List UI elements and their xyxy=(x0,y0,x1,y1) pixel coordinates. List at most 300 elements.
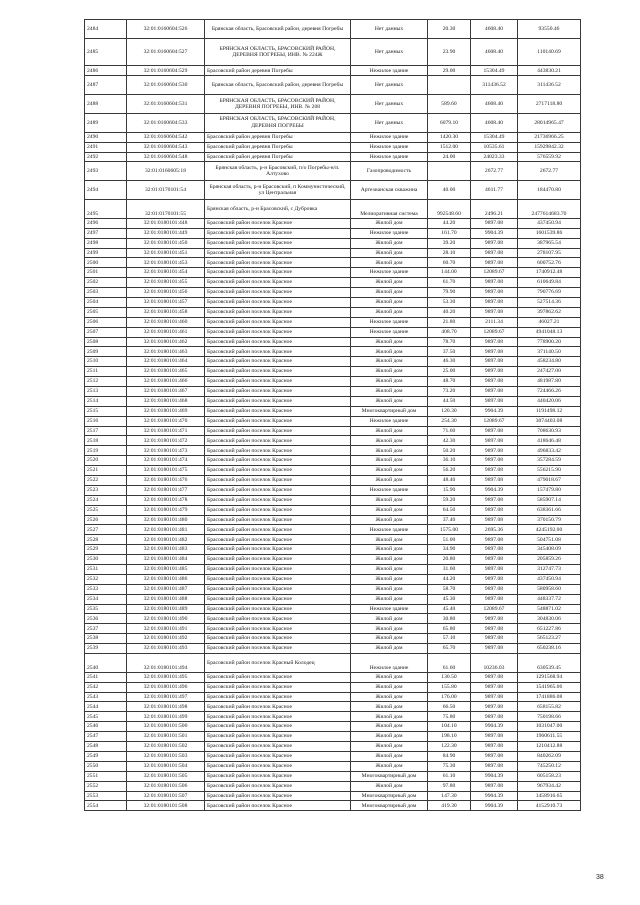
table-row xyxy=(85,644,581,654)
cell-area: 992548.60 xyxy=(428,200,471,219)
cell-cadastral-value: 630539.45 xyxy=(518,654,581,673)
cell-row-number: 2501 xyxy=(85,268,127,278)
table-row xyxy=(85,712,581,722)
cell-cadastral-value: 576559.92 xyxy=(518,152,581,162)
cell-row-number: 2535 xyxy=(85,604,127,614)
cell-specific-value: 9897.08 xyxy=(471,466,518,476)
cell-address: Брасовский район поселок Красное xyxy=(205,357,351,367)
cell-cadastral-number: 32:01:0180101:465 xyxy=(127,367,205,377)
cell-object-type: Жилой дом xyxy=(351,702,428,712)
cell-area: 65.80 xyxy=(428,624,471,634)
cell-cadastral-value: 840262.09 xyxy=(518,751,581,761)
cell-area: 198.10 xyxy=(428,732,471,742)
cell-cadastral-number: 32:01:0180101:506 xyxy=(127,781,205,791)
table-row xyxy=(85,288,581,298)
cell-cadastral-number: 32:01:0180101:508 xyxy=(127,801,205,811)
cell-cadastral-value: 312747.73 xyxy=(518,565,581,575)
cell-object-type: Жилой дом xyxy=(351,535,428,545)
cell-area: 176.00 xyxy=(428,692,471,702)
cell-cadastral-value: 1740912.48 xyxy=(518,268,581,278)
cell-cadastral-number: 32:01:0170101:54 xyxy=(127,181,205,200)
cell-address: Брасовский район поселок Красное xyxy=(205,238,351,248)
cell-area: 79.90 xyxy=(428,288,471,298)
cell-cadastral-value: 4245192.00 xyxy=(518,525,581,535)
cell-area: 120.30 xyxy=(428,406,471,416)
cell-row-number: 2494 xyxy=(85,181,127,200)
table-row xyxy=(85,495,581,505)
cell-cadastral-number: 32:01:0180101:458 xyxy=(127,307,205,317)
cell-area: 59.20 xyxy=(428,495,471,505)
cell-address: Брасовский район поселок Красное xyxy=(205,525,351,535)
cell-row-number: 2525 xyxy=(85,505,127,515)
table-row xyxy=(85,297,581,307)
cell-row-number: 2524 xyxy=(85,495,127,505)
cell-object-type: Жилой дом xyxy=(351,692,428,702)
cell-cadastral-value: 650238.16 xyxy=(518,644,581,654)
cell-row-number: 2517 xyxy=(85,426,127,436)
cell-object-type: Нежилое здание xyxy=(351,317,428,327)
cell-area xyxy=(428,76,471,95)
cell-cadastral-value: 1960611.55 xyxy=(518,732,581,742)
cell-cadastral-value: 93550.46 xyxy=(518,20,581,39)
cell-object-type: Нежилое здание xyxy=(351,142,428,152)
cell-area: 37.50 xyxy=(428,347,471,357)
cell-specific-value: 9904.39 xyxy=(471,791,518,801)
cell-cadastral-number: 32:01:0180101:469 xyxy=(127,406,205,416)
cell-specific-value: 9897.08 xyxy=(471,426,518,436)
cell-object-type: Жилой дом xyxy=(351,574,428,584)
cell-address: Брасовский район поселок Красное xyxy=(205,604,351,614)
cell-object-type: Жилой дом xyxy=(351,495,428,505)
cell-cadastral-number: 32:01:0180101:478 xyxy=(127,495,205,505)
cell-cadastral-number: 32:01:0180101:494 xyxy=(127,654,205,673)
cell-cadastral-number: 32:01:0160604:543 xyxy=(127,142,205,152)
table-row xyxy=(85,367,581,377)
cell-cadastral-value: 548871.02 xyxy=(518,604,581,614)
table-row xyxy=(85,416,581,426)
cell-specific-value: 9897.08 xyxy=(471,337,518,347)
cell-cadastral-value: 527514.36 xyxy=(518,297,581,307)
cell-cadastral-value: 357284.59 xyxy=(518,456,581,466)
cell-row-number: 2492 xyxy=(85,152,127,162)
cell-cadastral-value: 504751.08 xyxy=(518,535,581,545)
cell-object-type: Нежилое здание xyxy=(351,228,428,238)
cell-specific-value: 12089.67 xyxy=(471,416,518,426)
cell-row-number: 2512 xyxy=(85,377,127,387)
cell-specific-value: 9897.08 xyxy=(471,644,518,654)
cell-specific-value: 9897.08 xyxy=(471,436,518,446)
cell-address: Брянская область, Брасовский район, деревня Погребы xyxy=(205,76,351,95)
cell-object-type: Многоквартирный дом xyxy=(351,406,428,416)
cell-address: Брасовский район поселок Красное xyxy=(205,485,351,495)
cell-row-number: 2490 xyxy=(85,132,127,142)
cell-area: 104.10 xyxy=(428,722,471,732)
cell-address: Брасовский район поселок Красное xyxy=(205,466,351,476)
cell-area: 73.20 xyxy=(428,386,471,396)
cell-specific-value: 9897.08 xyxy=(471,574,518,584)
cell-cadastral-number: 32:01:0180101:455 xyxy=(127,278,205,288)
cell-specific-value: 9897.08 xyxy=(471,218,518,228)
cell-specific-value: 9897.08 xyxy=(471,555,518,565)
cell-specific-value: 9897.08 xyxy=(471,761,518,771)
cell-address: Брасовский район поселок Красное xyxy=(205,396,351,406)
table-row xyxy=(85,485,581,495)
cell-object-type: Жилой дом xyxy=(351,781,428,791)
cell-cadastral-value: 205859.26 xyxy=(518,555,581,565)
cell-row-number: 2513 xyxy=(85,386,127,396)
cell-cadastral-number: 32:01:0160604:526 xyxy=(127,20,205,39)
cell-area: 65.70 xyxy=(428,644,471,654)
cell-specific-value: 10535.61 xyxy=(471,142,518,152)
cell-address: Брянская область, р-н Брасовский, п/о Погребы-н/п. Алтухово xyxy=(205,162,351,181)
cell-row-number: 2507 xyxy=(85,327,127,337)
table-row xyxy=(85,751,581,761)
cell-cadastral-value: 651227.86 xyxy=(518,624,581,634)
table-row xyxy=(85,436,581,446)
table-row xyxy=(85,327,581,337)
table-row xyxy=(85,200,581,219)
cell-cadastral-number: 32:01:0180101:457 xyxy=(127,297,205,307)
table-row xyxy=(85,672,581,682)
cell-area: 408.70 xyxy=(428,327,471,337)
cell-address: Брасовский район поселок Красное xyxy=(205,565,351,575)
cell-cadastral-value: 1191498.12 xyxy=(518,406,581,416)
cell-area: 45.30 xyxy=(428,594,471,604)
cell-object-type: Жилой дом xyxy=(351,624,428,634)
cell-object-type: Жилой дом xyxy=(351,367,428,377)
cell-specific-value: 12089.67 xyxy=(471,268,518,278)
table-row xyxy=(85,337,581,347)
table-row xyxy=(85,732,581,742)
table-row xyxy=(85,377,581,387)
cell-object-type: Жилой дом xyxy=(351,614,428,624)
cell-cadastral-number: 32:01:0180101:495 xyxy=(127,672,205,682)
cell-cadastral-number: 32:01:0180101:503 xyxy=(127,751,205,761)
cell-cadastral-number: 32:01:0180101:467 xyxy=(127,386,205,396)
cell-area: 44.20 xyxy=(428,218,471,228)
table-body xyxy=(85,20,581,811)
cell-row-number: 2542 xyxy=(85,682,127,692)
cell-row-number: 2488 xyxy=(85,95,127,114)
cell-specific-value: 9897.08 xyxy=(471,634,518,644)
cell-object-type: Нежилое здание xyxy=(351,485,428,495)
cell-area: 419.30 xyxy=(428,801,471,811)
cell-cadastral-value: 3074403.08 xyxy=(518,416,581,426)
cell-address: Брасовский район поселок Красное xyxy=(205,624,351,634)
cell-area: 48.70 xyxy=(428,377,471,387)
table-row xyxy=(85,38,581,66)
table-row xyxy=(85,142,581,152)
cell-row-number: 2518 xyxy=(85,436,127,446)
cell-cadastral-value: 565123.27 xyxy=(518,634,581,644)
cell-cadastral-value: 157479.80 xyxy=(518,485,581,495)
cell-specific-value: 9897.08 xyxy=(471,446,518,456)
cell-address: Брасовский район поселок Красное xyxy=(205,446,351,456)
cell-area: 97.80 xyxy=(428,781,471,791)
cell-area: 254.30 xyxy=(428,416,471,426)
cell-cadastral-number: 32:01:0160605:18 xyxy=(127,162,205,181)
cell-object-type: Жилой дом xyxy=(351,426,428,436)
cell-object-type: Жилой дом xyxy=(351,742,428,752)
cell-row-number: 2554 xyxy=(85,801,127,811)
cell-area: 44.50 xyxy=(428,396,471,406)
cell-address: Брасовский район поселок Красное xyxy=(205,555,351,565)
cell-object-type: Жилой дом xyxy=(351,307,428,317)
cell-area xyxy=(428,162,471,181)
cell-cadastral-value: 1601539.86 xyxy=(518,228,581,238)
cell-address: Брасовский район поселок Красное xyxy=(205,644,351,654)
cell-cadastral-number: 32:01:0180101:474 xyxy=(127,456,205,466)
table-row xyxy=(85,248,581,258)
cell-address: Брасовский район поселок Красное xyxy=(205,682,351,692)
cell-cadastral-value: 304830.06 xyxy=(518,614,581,624)
cell-cadastral-number: 32:01:0160604:542 xyxy=(127,132,205,142)
cell-cadastral-value: 2477614683.70 xyxy=(518,200,581,219)
table-row xyxy=(85,66,581,76)
table-row xyxy=(85,132,581,142)
cell-cadastral-value: 1031047.00 xyxy=(518,722,581,732)
cell-object-type: Нежилое здание xyxy=(351,416,428,426)
table-row xyxy=(85,95,581,114)
cell-specific-value: 9897.08 xyxy=(471,742,518,752)
cell-area: 78.70 xyxy=(428,337,471,347)
cell-address: Брасовский район поселок Красное xyxy=(205,475,351,485)
table-row xyxy=(85,742,581,752)
table-row xyxy=(85,181,581,200)
cell-object-type: Многоквартирный дом xyxy=(351,801,428,811)
cell-object-type: Жилой дом xyxy=(351,278,428,288)
cell-object-type: Нежилое здание xyxy=(351,66,428,76)
table-row xyxy=(85,426,581,436)
cell-specific-value: 9897.08 xyxy=(471,692,518,702)
cell-address: Брасовский район поселок Красное xyxy=(205,367,351,377)
cell-specific-value: 4608.40 xyxy=(471,38,518,66)
table-row xyxy=(85,406,581,416)
cell-specific-value: 9897.08 xyxy=(471,505,518,515)
cell-area: 51.00 xyxy=(428,535,471,545)
cell-object-type: Нежилое здание xyxy=(351,327,428,337)
cell-area: 24.00 xyxy=(428,152,471,162)
cell-cadastral-number: 32:01:0180101:498 xyxy=(127,702,205,712)
cell-cadastral-number: 32:01:0180101:504 xyxy=(127,761,205,771)
cell-row-number: 2500 xyxy=(85,258,127,268)
cell-cadastral-number: 32:01:0180101:492 xyxy=(127,634,205,644)
cell-area: 48.40 xyxy=(428,475,471,485)
cell-cadastral-value: 437450.94 xyxy=(518,218,581,228)
table-row xyxy=(85,722,581,732)
cell-cadastral-number: 32:01:0160604:529 xyxy=(127,66,205,76)
cell-specific-value: 9904.39 xyxy=(471,485,518,495)
cell-address: Брасовский район поселок Красное xyxy=(205,495,351,505)
cell-address: Брасовский район поселок Красное xyxy=(205,545,351,555)
cell-cadastral-number: 32:01:0180101:470 xyxy=(127,416,205,426)
cell-cadastral-number: 32:01:0180101:482 xyxy=(127,535,205,545)
cell-cadastral-value: 496833.42 xyxy=(518,446,581,456)
cell-address: Брасовский район поселок Красное xyxy=(205,258,351,268)
cell-specific-value: 9897.08 xyxy=(471,535,518,545)
cell-specific-value: 9897.08 xyxy=(471,475,518,485)
cell-object-type: Нежилое здание xyxy=(351,604,428,614)
cell-object-type: Нет данных xyxy=(351,113,428,132)
cell-address: Брасовский район поселок Красное xyxy=(205,426,351,436)
cell-specific-value: 9897.08 xyxy=(471,258,518,268)
cell-row-number: 2519 xyxy=(85,446,127,456)
cell-cadastral-number: 32:01:0180101:490 xyxy=(127,614,205,624)
cell-cadastral-value: 481987.80 xyxy=(518,377,581,387)
cell-object-type: Жилой дом xyxy=(351,594,428,604)
cell-object-type: Жилой дом xyxy=(351,347,428,357)
cell-object-type: Жилой дом xyxy=(351,288,428,298)
cell-cadastral-value: 708630.93 xyxy=(518,426,581,436)
cell-cadastral-value: 4152910.73 xyxy=(518,801,581,811)
table-row xyxy=(85,791,581,801)
cell-specific-value: 9897.08 xyxy=(471,386,518,396)
cell-cadastral-value: 110140.69 xyxy=(518,38,581,66)
cell-row-number: 2485 xyxy=(85,38,127,66)
table-row xyxy=(85,446,581,456)
table-row xyxy=(85,317,581,327)
cell-specific-value: 12089.67 xyxy=(471,604,518,614)
table-row xyxy=(85,307,581,317)
cell-cadastral-value: 437450.94 xyxy=(518,574,581,584)
cell-object-type: Жилой дом xyxy=(351,761,428,771)
cell-cadastral-number: 32:01:0180101:493 xyxy=(127,644,205,654)
cell-row-number: 2499 xyxy=(85,248,127,258)
cell-cadastral-number: 32:01:0180101:471 xyxy=(127,426,205,436)
cell-object-type: Нет данных xyxy=(351,20,428,39)
cell-object-type: Мелиоративная система xyxy=(351,200,428,219)
cell-cadastral-value: 2717118.80 xyxy=(518,95,581,114)
cell-address: Брасовский район поселок Красное xyxy=(205,791,351,801)
cell-address: Брасовский район поселок Красное xyxy=(205,228,351,238)
cell-row-number: 2543 xyxy=(85,692,127,702)
cell-address: Брасовский район деревня Погребы xyxy=(205,66,351,76)
cell-specific-value: 9897.08 xyxy=(471,307,518,317)
cell-object-type: Жилой дом xyxy=(351,712,428,722)
cell-area: 75.80 xyxy=(428,712,471,722)
cell-row-number: 2496 xyxy=(85,218,127,228)
cell-area: 25.00 xyxy=(428,367,471,377)
cell-cadastral-number: 32:01:0180101:477 xyxy=(127,485,205,495)
cell-area: 29.00 xyxy=(428,66,471,76)
cell-area: 61.60 xyxy=(428,654,471,673)
cell-area: 147.30 xyxy=(428,791,471,801)
cell-area: 28.10 xyxy=(428,248,471,258)
cell-cadastral-value: 724466.26 xyxy=(518,386,581,396)
cell-address: Брянская область, р-н Брасовский, с Дубровка xyxy=(205,200,351,219)
cell-specific-value: 24023.33 xyxy=(471,152,518,162)
cell-cadastral-number: 32:01:0180101:496 xyxy=(127,682,205,692)
cell-cadastral-value: 448337.72 xyxy=(518,594,581,604)
cell-row-number: 2540 xyxy=(85,654,127,673)
cell-cadastral-number: 32:01:0180101:454 xyxy=(127,268,205,278)
cell-specific-value: 12089.67 xyxy=(471,327,518,337)
table-row xyxy=(85,113,581,132)
cell-specific-value: 9897.08 xyxy=(471,515,518,525)
cell-cadastral-value: 1458916.65 xyxy=(518,791,581,801)
cell-cadastral-value: 605158.23 xyxy=(518,771,581,781)
cell-object-type: Жилой дом xyxy=(351,722,428,732)
cell-object-type: Нет данных xyxy=(351,38,428,66)
cell-object-type: Жилой дом xyxy=(351,446,428,456)
cell-area: 64.50 xyxy=(428,505,471,515)
cell-object-type: Жилой дом xyxy=(351,258,428,268)
table-row xyxy=(85,515,581,525)
cell-cadastral-value: 440420.06 xyxy=(518,396,581,406)
cell-specific-value: 9897.08 xyxy=(471,456,518,466)
cell-specific-value: 9897.08 xyxy=(471,396,518,406)
cell-cadastral-value: 778900.20 xyxy=(518,337,581,347)
cell-specific-value: 9897.08 xyxy=(471,238,518,248)
cell-row-number: 2533 xyxy=(85,584,127,594)
table-row xyxy=(85,466,581,476)
cell-specific-value: 9897.08 xyxy=(471,288,518,298)
cell-area: 58.70 xyxy=(428,584,471,594)
cell-object-type: Жилой дом xyxy=(351,644,428,654)
cell-object-type: Жилой дом xyxy=(351,545,428,555)
table-row xyxy=(85,682,581,692)
cell-cadastral-number: 32:01:0180101:486 xyxy=(127,574,205,584)
cell-cadastral-number: 32:01:0180101:456 xyxy=(127,288,205,298)
cell-row-number: 2486 xyxy=(85,66,127,76)
table-row xyxy=(85,525,581,535)
cell-specific-value: 9904.39 xyxy=(471,406,518,416)
table-row xyxy=(85,654,581,673)
cell-cadastral-number: 32:01:0180101:483 xyxy=(127,545,205,555)
cell-cadastral-value: 278107.95 xyxy=(518,248,581,258)
cell-address: Брасовский район поселок Красное xyxy=(205,505,351,515)
cell-cadastral-value: 4941048.13 xyxy=(518,327,581,337)
cell-object-type: Жилой дом xyxy=(351,584,428,594)
cell-area: 6079.10 xyxy=(428,113,471,132)
cell-specific-value: 9897.08 xyxy=(471,594,518,604)
cell-row-number: 2495 xyxy=(85,200,127,219)
cell-row-number: 2526 xyxy=(85,515,127,525)
cell-row-number: 2503 xyxy=(85,288,127,298)
cell-row-number: 2508 xyxy=(85,337,127,347)
cell-cadastral-number: 32:01:0180101:475 xyxy=(127,466,205,476)
cell-row-number: 2553 xyxy=(85,791,127,801)
table-row xyxy=(85,347,581,357)
cell-object-type: Жилой дом xyxy=(351,357,428,367)
cell-cadastral-value: 658155.82 xyxy=(518,702,581,712)
cell-cadastral-value: 418646.48 xyxy=(518,436,581,446)
cell-address: Брянская область, р-н Брасовский, п Коммунистический, ул Центральная xyxy=(205,181,351,200)
cell-row-number: 2541 xyxy=(85,672,127,682)
cell-cadastral-number: 32:01:0180101:497 xyxy=(127,692,205,702)
cadastral-value-table xyxy=(84,19,581,811)
cell-address: Брасовский район поселок Красное xyxy=(205,614,351,624)
cell-object-type: Нежилое здание xyxy=(351,654,428,673)
cell-object-type: Жилой дом xyxy=(351,436,428,446)
cell-object-type: Жилой дом xyxy=(351,297,428,307)
cell-object-type: Артезианская скважина xyxy=(351,181,428,200)
cell-specific-value: 2111.34 xyxy=(471,317,518,327)
cell-area: 75.30 xyxy=(428,761,471,771)
cell-row-number: 2528 xyxy=(85,535,127,545)
cell-cadastral-value: 745250.12 xyxy=(518,761,581,771)
cell-cadastral-number: 32:01:0180101:488 xyxy=(127,594,205,604)
cell-object-type: Нет данных xyxy=(351,76,428,95)
cell-row-number: 2520 xyxy=(85,456,127,466)
cell-address: БРЯНСКАЯ ОБЛАСТЬ, БРАСОВСКИЙ РАЙОН, ДЕРЕВНЯ ПОГРЕБЫ, ИНВ. № 224Ж xyxy=(205,38,351,66)
cell-area: 31.60 xyxy=(428,565,471,575)
cell-cadastral-value: 345408.09 xyxy=(518,545,581,555)
cell-area: 155.80 xyxy=(428,682,471,692)
cell-address: Брасовский район поселок Красное xyxy=(205,535,351,545)
cell-address: БРЯНСКАЯ ОБЛАСТЬ, БРАСОВСКИЙ РАЙОН, ДЕРЕВНЯ ПОГРЕБЫ xyxy=(205,113,351,132)
cell-cadastral-value: 46027.21 xyxy=(518,317,581,327)
